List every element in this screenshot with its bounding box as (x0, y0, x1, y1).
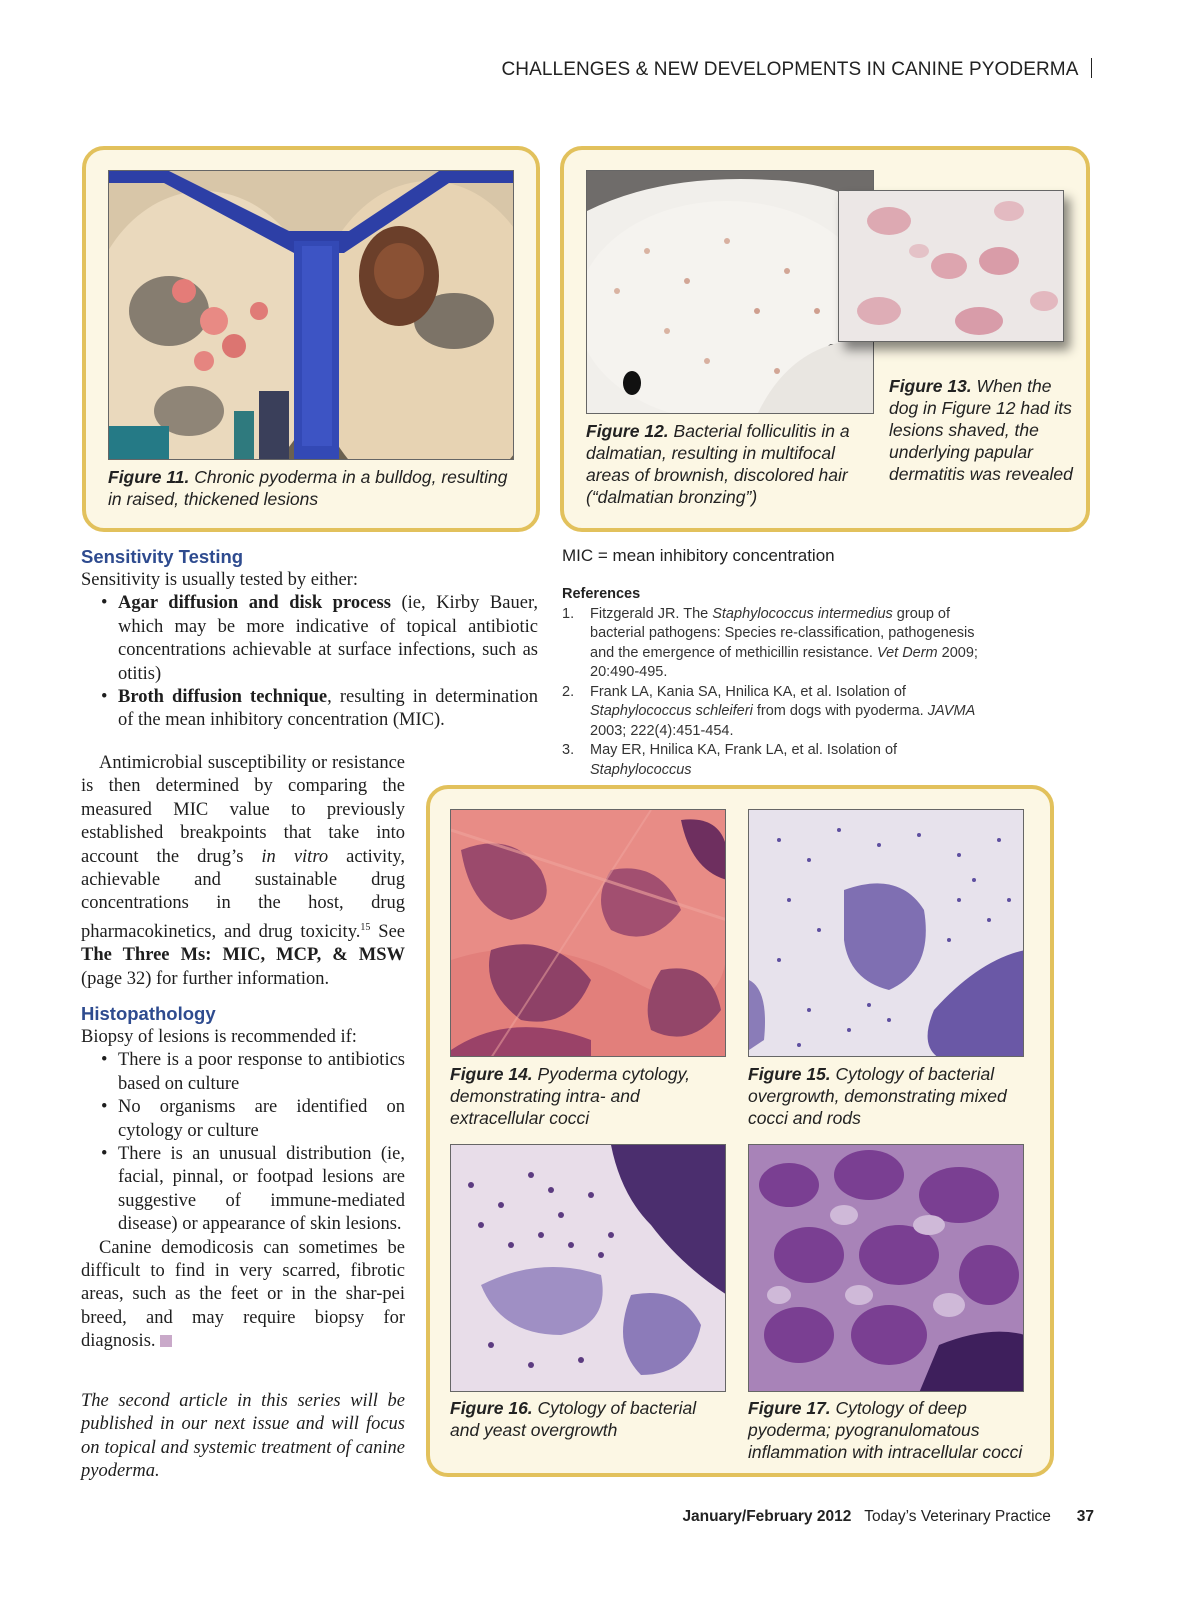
running-header (501, 58, 1092, 81)
figure-12-photo (586, 170, 874, 414)
reference-text: May ER, Hnilica KA, Frank LA, et al. Isolation of (590, 742, 898, 758)
figure-12-label: Figure 12. (586, 421, 669, 441)
figure-16-photo (450, 1144, 726, 1392)
in-vitro-term: in vitro (261, 846, 329, 867)
figure-15-label: Figure 15. (748, 1064, 831, 1084)
reference-italic: Staphylococcus intermedius (712, 605, 893, 622)
figure-16-text: Cytology of bacterial and yeast overgrowth (450, 1398, 697, 1440)
bulldog-pyoderma-image (109, 171, 514, 460)
closing-note: The second article in this series will be published in our next issue and will focus on topical and systemic treatment of canine pyoderma. (81, 1391, 405, 1482)
reference-text: 2009; 20:490-495. (590, 644, 978, 680)
figure-15-caption (748, 1063, 1038, 1129)
three-ms-reference: The Three Ms: MIC, MCP, & MSW (81, 945, 405, 966)
bullet-1-bold: Agar diffusion and disk process (118, 593, 391, 614)
bacterial-overgrowth-cytology-image (749, 810, 1024, 1057)
demodicosis-paragraph (81, 1237, 405, 1354)
page-number: 37 (1076, 1508, 1094, 1525)
reference-number: 1. (562, 605, 575, 622)
reference-journal: JAVMA (927, 703, 976, 719)
figure-17-caption (748, 1397, 1038, 1463)
reference-text: group of bacterial pathogens: Species re-classification, pathogenesis and the emergence of methicillin resistance. (590, 605, 975, 661)
reference-item (562, 683, 1002, 742)
figure-17-label: Figure 17. (748, 1398, 831, 1418)
dalmatian-image (587, 171, 874, 414)
bullet-text: There is an unusual distribution (ie, facial, pinnal, or footpad lesions are suggestive of immune-mediated disease) or appearance of skin lesions. (118, 1144, 405, 1235)
reference-item (562, 741, 1002, 780)
bullet-dot: • (101, 1097, 108, 1118)
reference-text: Fitzgerald JR. The (590, 605, 713, 622)
issue-date: January/February 2012 (682, 1508, 852, 1525)
figure-14-photo (450, 809, 726, 1057)
reference-text: 2003; 222(4):451-454. (590, 722, 734, 739)
histopathology-bullet-2 (81, 1096, 405, 1143)
figure-11-text: Chronic pyoderma in a bulldog, resulting in raised, thickened lesions (108, 467, 508, 509)
figure-15-photo (748, 809, 1024, 1057)
susceptibility-text-c: See (370, 922, 405, 942)
reference-journal: Vet Derm (876, 644, 938, 661)
references-section (562, 585, 1002, 780)
publication-name: Today’s Veterinary Practice (864, 1508, 1051, 1525)
figure-14-label: Figure 14. (450, 1064, 533, 1084)
yeast-overgrowth-cytology-image (451, 1145, 726, 1392)
bullet-1-text: (ie, Kirby Bauer, which may be more indicative of topical antibiotic concentrations achievable at surface infections, such as otitis) (118, 593, 538, 684)
header-rule (1091, 58, 1093, 78)
bullet-2-bold: Broth diffusion technique (118, 687, 328, 708)
reference-italic: Staphylococcus (590, 761, 692, 778)
page-footer (682, 1508, 1094, 1526)
figure-11-photo (108, 170, 514, 460)
running-title: CHALLENGES & NEW DEVELOPMENTS IN CANINE PYODERMA (501, 59, 1079, 80)
bullet-dot: • (101, 687, 108, 708)
histopathology-intro: Biopsy of lesions is recommended if: (81, 1027, 357, 1047)
figure-17-photo (748, 1144, 1024, 1392)
citation-superscript: 15 (360, 921, 371, 933)
reference-text: from dogs with pyoderma. (752, 703, 928, 719)
susceptibility-text-b: activity, achievable and sustainable drug concentrations in the host, drug pharmacokinetics, and drug toxicity. (81, 846, 406, 942)
mic-note: MIC = mean inhibitory concentration (562, 546, 835, 565)
bullet-2-text: , resulting in determination of the mean inhibitory concentration (MIC). (118, 687, 538, 731)
bullet-text: No organisms are identified on cytology or culture (118, 1097, 405, 1141)
figure-15-text: Cytology of bacterial overgrowth, demonstrating mixed cocci and rods (748, 1064, 1007, 1128)
susceptibility-paragraph (81, 752, 405, 991)
bullet-dot: • (101, 1050, 108, 1071)
sensitivity-intro: Sensitivity is usually tested by either: (81, 570, 358, 590)
figure-17-text: Cytology of deep pyoderma; pyogranulomatous inflammation with intracellular cocci (748, 1398, 1023, 1462)
figure-16-label: Figure 16. (450, 1398, 533, 1418)
figure-13-caption (889, 375, 1074, 485)
shaved-skin-image (839, 191, 1064, 342)
figure-14-caption (450, 1063, 730, 1129)
bullet-dot: • (101, 1144, 108, 1165)
figure-11-label: Figure 11. (108, 467, 190, 487)
pyoderma-cytology-image (451, 810, 726, 1057)
sensitivity-bullet-2 (81, 686, 538, 733)
figure-11-caption (108, 466, 508, 510)
figure-14-text: Pyoderma cytology, demonstrating intra- and extracellular cocci (450, 1064, 690, 1128)
figure-12-text: Bacterial folliculitis in a dalmatian, resulting in multifocal areas of brownish, discolored hair (“dalmatian bronzing”) (586, 421, 850, 507)
sensitivity-heading: Sensitivity Testing (81, 546, 244, 567)
bullet-text: There is a poor response to antibiotics based on culture (118, 1050, 405, 1094)
reference-text: Frank LA, Kania SA, Hnilica KA, et al. Isolation of (590, 683, 906, 700)
reference-italic: Staphylococcus schleiferi (590, 703, 753, 719)
demodicosis-text: Canine demodicosis can sometimes be difficult to find in very scarred, fibrotic areas, such as the feet or in the shar-pei breed, and may require biopsy for diagnosis. (81, 1237, 405, 1352)
end-mark (160, 1335, 172, 1347)
sensitivity-bullet-1 (81, 592, 538, 686)
histopathology-heading: Histopathology (81, 1003, 216, 1024)
references-heading: References (562, 586, 641, 602)
reference-number: 2. (562, 683, 575, 700)
deep-pyoderma-cytology-image (749, 1145, 1024, 1392)
figure-16-caption (450, 1397, 730, 1441)
bullet-dot: • (101, 593, 108, 614)
histopathology-section (81, 1026, 405, 1354)
reference-item (562, 605, 1002, 683)
susceptibility-text-d: (page 32) for further information. (81, 968, 330, 989)
sensitivity-section (81, 569, 538, 733)
histopathology-bullet-1 (81, 1049, 405, 1096)
figure-13-label: Figure 13. (889, 376, 972, 396)
reference-number: 3. (562, 742, 575, 758)
histopathology-bullet-3 (81, 1143, 405, 1237)
figure-13-photo (838, 190, 1064, 342)
figure-12-caption (586, 420, 876, 508)
susceptibility-text-a: Antimicrobial susceptibility or resistance is then determined by comparing the measured MIC value to previously established breakpoints that take into account the drug’s (81, 753, 405, 867)
figure-13-text: When the dog in Figure 12 had its lesions shaved, the underlying papular dermatitis was revealed (889, 376, 1073, 484)
